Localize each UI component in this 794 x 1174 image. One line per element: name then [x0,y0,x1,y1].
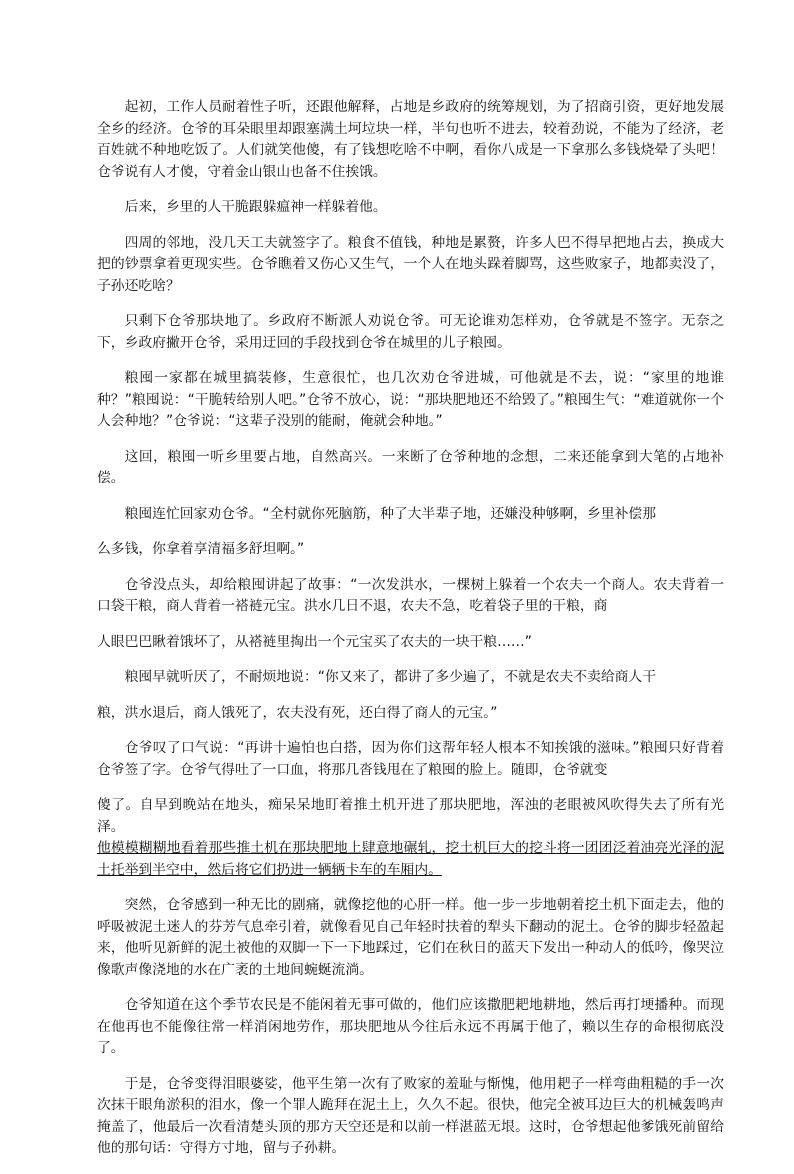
paragraph-10-continued: 傻了。自早到晚站在地头，痴呆呆地盯着推土机开进了那块肥地，浑浊的老眼被风吹得失去了所有光泽。 [97,797,724,835]
paragraph-12: 仓爷知道在这个季节农民是不能闲着无事可做的，他们应该撒肥耙地耕地，然后再打埂播种。而现在他再也不能像往常一样消闲地劳作，那块肥地从今往后永远不再属于他了，赖以生存的命根彻底没了。 [97,997,724,1056]
paragraph-8-continued: 人眼巴巴瞅着饿坏了，从褡裢里掏出一个元宝买了农夫的一块干粮……” [97,633,532,650]
paragraph-9: 粮囤早就听厌了，不耐烦地说：“你又来了，都讲了多少遍了，不就是农夫不卖给商人干 [124,669,657,685]
paragraph-1: 起初，工作人员耐着性子听，还跟他解释，占地是乡政府的统筹规划，为了招商引资，更好地发展全乡的经济。仓爷的耳朵眼里却跟塞满土坷垃块一样，半句也听不进去，较着劲说，不能为了经济，老百姓就不种地吃饭了。人们就笑他傻，有了钱想吃啥不中啊，看你八成是一下拿那么多钱烧晕了头吧！仓爷说有人才傻，守着金山银山也备不住挨饿。 [97,99,724,180]
document-page [97,97,724,1174]
paragraph-7-continued: 么多钱，你拿着享清福多舒坦啊。” [97,541,305,557]
paragraph-13: 于是，仓爷变得泪眼婆娑，他平生第一次有了败家的羞耻与惭愧，他用耙子一样弯曲粗糙的手一次次抹干眼角淤积的泪水，像一个罪人跪拜在泥土上，久久不起。很快，他完全被耳边巨大的机械轰鸣声掩盖了，他最后一次看清楚头顶的那方天空还是和以前一样湛蓝无垠。这时，仓爷想起他爹饿死前留给他的那句话：守得方寸地，留与子孙耕。 [97,1075,724,1156]
paragraph-11: 突然，仓爷感到一种无比的剧痛，就像挖他的心肝一样。他一步一步地朝着挖土机下面走去，他的呼吸被泥土迷人的芬芳气息牵引着，就像看见自己年轻时扶着的犁头下翻动的泥土。仓爷的脚步轻盈起来，他听见新鲜的泥土被他的双脚一下一下地踩过，它们在秋日的蓝天下发出一种动人的低吟，像哭泣像歌声像浇地的水在广袤的土地间蜿蜒流淌。 [97,897,724,978]
paragraph-4: 只剩下仓爷那块地了。乡政府不断派人劝说仓爷。可无论谁劝怎样劝，仓爷就是不签字。无奈之下，乡政府撇开仓爷，采用迂回的手段找到仓爷在城里的儿子粮囤。 [97,313,724,351]
paragraph-2: 后来，乡里的人干脆跟躲瘟神一样躲着他。 [124,199,387,215]
paragraph-5: 粮囤一家都在城里搞装修，生意很忙，也几次劝仓爷进城，可他就是不去，说：“家里的地谁种？”粮囤说：“干脆转给别人吧。”仓爷不放心，说：“那块肥地还不给毁了。”粮囤生气：“难道就你一个人会种地？”仓爷说：“这辈子没别的能耐，俺就会种地。” [97,370,724,429]
paragraph-9-continued: 粮，洪水退后，商人饿死了，农夫没有死，还白得了商人的元宝。” [97,704,498,721]
paragraph-8: 仓爷没点头，却给粮囤讲起了故事：“一次发洪水，一棵树上躲着一个农夫一个商人。农夫背着一口袋干粮，商人背着一褡裢元宝。洪水几日不退，农夫不急，吃着袋子里的干粮，商 [97,576,724,614]
underlined-passage: 他模模糊糊地看着那些推土机在那块肥地上肆意地碾轧，挖土机巨大的挖斗将一团团泛着油亮光泽的泥土托举到半空中，然后将它们扔进一辆辆卡车的车厢内。 [97,840,724,878]
paragraph-7: 粮囤连忙回家劝仓爷。“全村就你死脑筋，种了大半辈子地，还嫌没种够啊，乡里补偿那 [124,505,657,522]
paragraph-3: 四周的邻地，没几天工夫就签字了。粮食不值钱，种地是累赘，许多人巴不得早把地占去，换成大把的钞票拿着更现实些。仓爷瞧着又伤心又生气，一个人在地头跺着脚骂，这些败家子，地都卖没了，子孙还吃啥？ [97,234,724,294]
paragraph-6: 这回，粮囤一听乡里要占地，自然高兴。一来断了仓爷种地的念想，二来还能拿到大笔的占地补偿。 [97,448,724,486]
paragraph-10: 仓爷叹了口气说：“再讲十遍怕也白搭，因为你们这帮年轻人根本不知挨饿的滋味。”粮囤只好背着仓爷签了字。仓爷气得吐了一口血，将那几沓钱甩在了粮囤的脸上。随即，仓爷就变 [97,740,724,778]
